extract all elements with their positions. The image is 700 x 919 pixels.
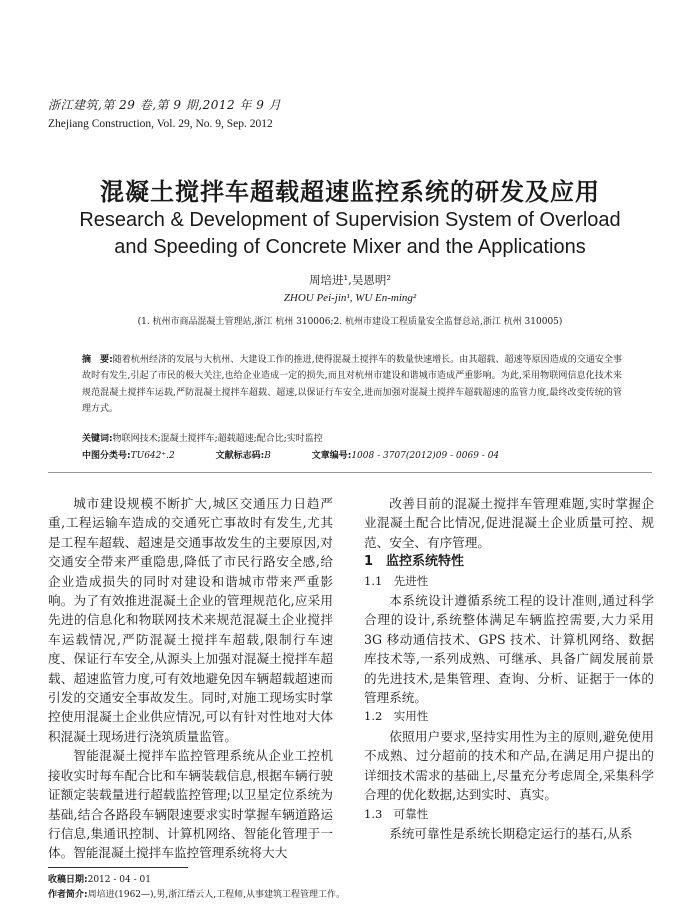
body-paragraph: 智能混凝土搅拌车监控管理系统从企业工控机接收实时每车配合比和车辆装载信息,根据车辆行驶证额定装载量进行超载监控管理;以卫星定位系统为基础,结合各路段车辆限速要求实时掌握车辆道路运行信息,集通讯控制、计算机网络、智能化管理于一体。智能混凝土搅拌车监控管理系统将大大 xyxy=(48,748,333,861)
paper-title-en: Research & Development of Supervision System of Overload and Speeding of Concrete Mixer and the Applications xyxy=(79,209,621,258)
divider xyxy=(48,472,652,473)
received-date xyxy=(48,872,151,885)
authors-cn: 周培进¹,吴恩明² xyxy=(309,273,391,287)
classification-line xyxy=(82,448,537,461)
left-column xyxy=(48,494,333,863)
article-no-label: 文章编号: xyxy=(311,451,352,461)
affiliation: (1. 杭州市商品混凝土管理站,浙江 杭州 310006;2. 杭州市建设工程质量安全监督总站,浙江 杭州 310005) xyxy=(137,317,563,327)
body-paragraph: 系统可靠性是系统长期稳定运行的基石,从系 xyxy=(389,825,633,841)
body-paragraph: 改善目前的混凝土搅拌车管理难题,实时掌握企业混凝土配合比情况,促进混凝土企业质量可控、规范、安全、有序管理。 xyxy=(364,496,654,550)
journal-citation-cn: 浙江建筑,第 29 卷,第 9 期,2012 年 9 月 xyxy=(48,98,282,112)
author-bio-label: 作者简介: xyxy=(48,890,88,900)
author-bio-text: 周培进(1962—),男,浙江缙云人,工程师,从事建筑工程管理工作。 xyxy=(87,890,345,900)
subsection-heading: 1.2 实用性 xyxy=(364,709,429,724)
body-paragraph: 本系统设计遵循系统工程的设计准则,通过科学合理的设计,系统整体满足车辆监控需要,大力采用 3G 移动通信技术、GPS 技术、计算机网络、数据库技术等,一系列成熟、可继承、具备广阔发展前景的先进技术,是集管理、查询、分析、证据于一体的管理系统。 xyxy=(364,593,654,706)
footnote-rule xyxy=(48,867,188,868)
journal-citation-en: Zhejiang Construction, Vol. 29, No. 9, Sep. 2012 xyxy=(48,118,273,130)
paper-title-cn: 混凝土搅拌车超载超速监控系统的研发及应用 xyxy=(100,178,600,206)
article-no-value: 1008 - 3707(2012)09 - 0069 - 04 xyxy=(351,451,500,461)
keywords-label: 关键词: xyxy=(82,434,113,444)
author-bio xyxy=(48,887,345,900)
doc-code-value: B xyxy=(264,451,271,461)
abstract-text: 随着杭州经济的发展与大杭州、大建设工作的推进,使得混凝土搅拌车的数量快速增长。由其超载、超速等原因造成的交通安全事故时有发生,引起了市民的极大关注,也给企业造成一定的损失,而且对杭州市建设和谐城市造成严重影响。为此,采用物联网信息化技术来规范混凝土搅拌车运载,严防混凝土搅拌车超载、超速,以保证行车安全,进而加强对混凝土搅拌车超载超速的监管力度,最终改变传统的管理方式。 xyxy=(82,355,622,414)
abstract xyxy=(82,352,622,417)
body-paragraph: 城市建设规模不断扩大,城区交通压力日趋严重,工程运输车造成的交通死亡事故时有发生,尤其是工程车超载、超速是交通事故发生的主要原因,对交通安全带来严重隐患,降低了市民行路安全感,给企业造成损失的同时对建设和谐城市带来严重影响。为了有效推进混凝土企业的管理规范化,应采用先进的信息化和物联网技术来规范混凝土企业搅拌车运载情况,严防混凝土搅拌车超载,限制行车速度、保证行车安全,从源头上加强对混凝土搅拌车超载、超速监管力度,可有效地避免因车辆超载超速而引发的交通安全事故发生。同时,对施工现场实时掌控使用混凝土企业供应情况,可以有针对性地对大体积混凝土现场进行浇筑质量监管。 xyxy=(48,496,333,744)
clc-value: TU642⁺.2 xyxy=(130,451,175,461)
body-paragraph: 依照用户要求,坚持实用性为主的原则,避免使用不成熟、过分超前的技术和产品,在满足用户提出的详细技术需求的基础上,尽量充分考虑周全,采集科学合理的优化数据,达到实时、真实。 xyxy=(364,728,654,803)
received-value: 2012 - 04 - 01 xyxy=(87,875,151,885)
doc-code-label: 文献标志码: xyxy=(215,451,265,461)
subsection-heading: 1.3 可靠性 xyxy=(364,806,429,821)
section-heading: 1 监控系统特性 xyxy=(364,554,465,570)
keywords-text: 物联网技术;混凝土搅拌车;超载超速;配合比;实时监控 xyxy=(112,434,323,444)
abstract-label: 摘 要: xyxy=(82,355,113,365)
clc-label: 中图分类号: xyxy=(82,451,131,461)
received-label: 收稿日期: xyxy=(48,875,88,885)
right-column xyxy=(364,494,654,843)
keywords xyxy=(82,431,622,444)
subsection-heading: 1.1 先进性 xyxy=(364,573,429,588)
authors-en: ZHOU Pei-jin¹, WU En-ming² xyxy=(283,292,417,304)
